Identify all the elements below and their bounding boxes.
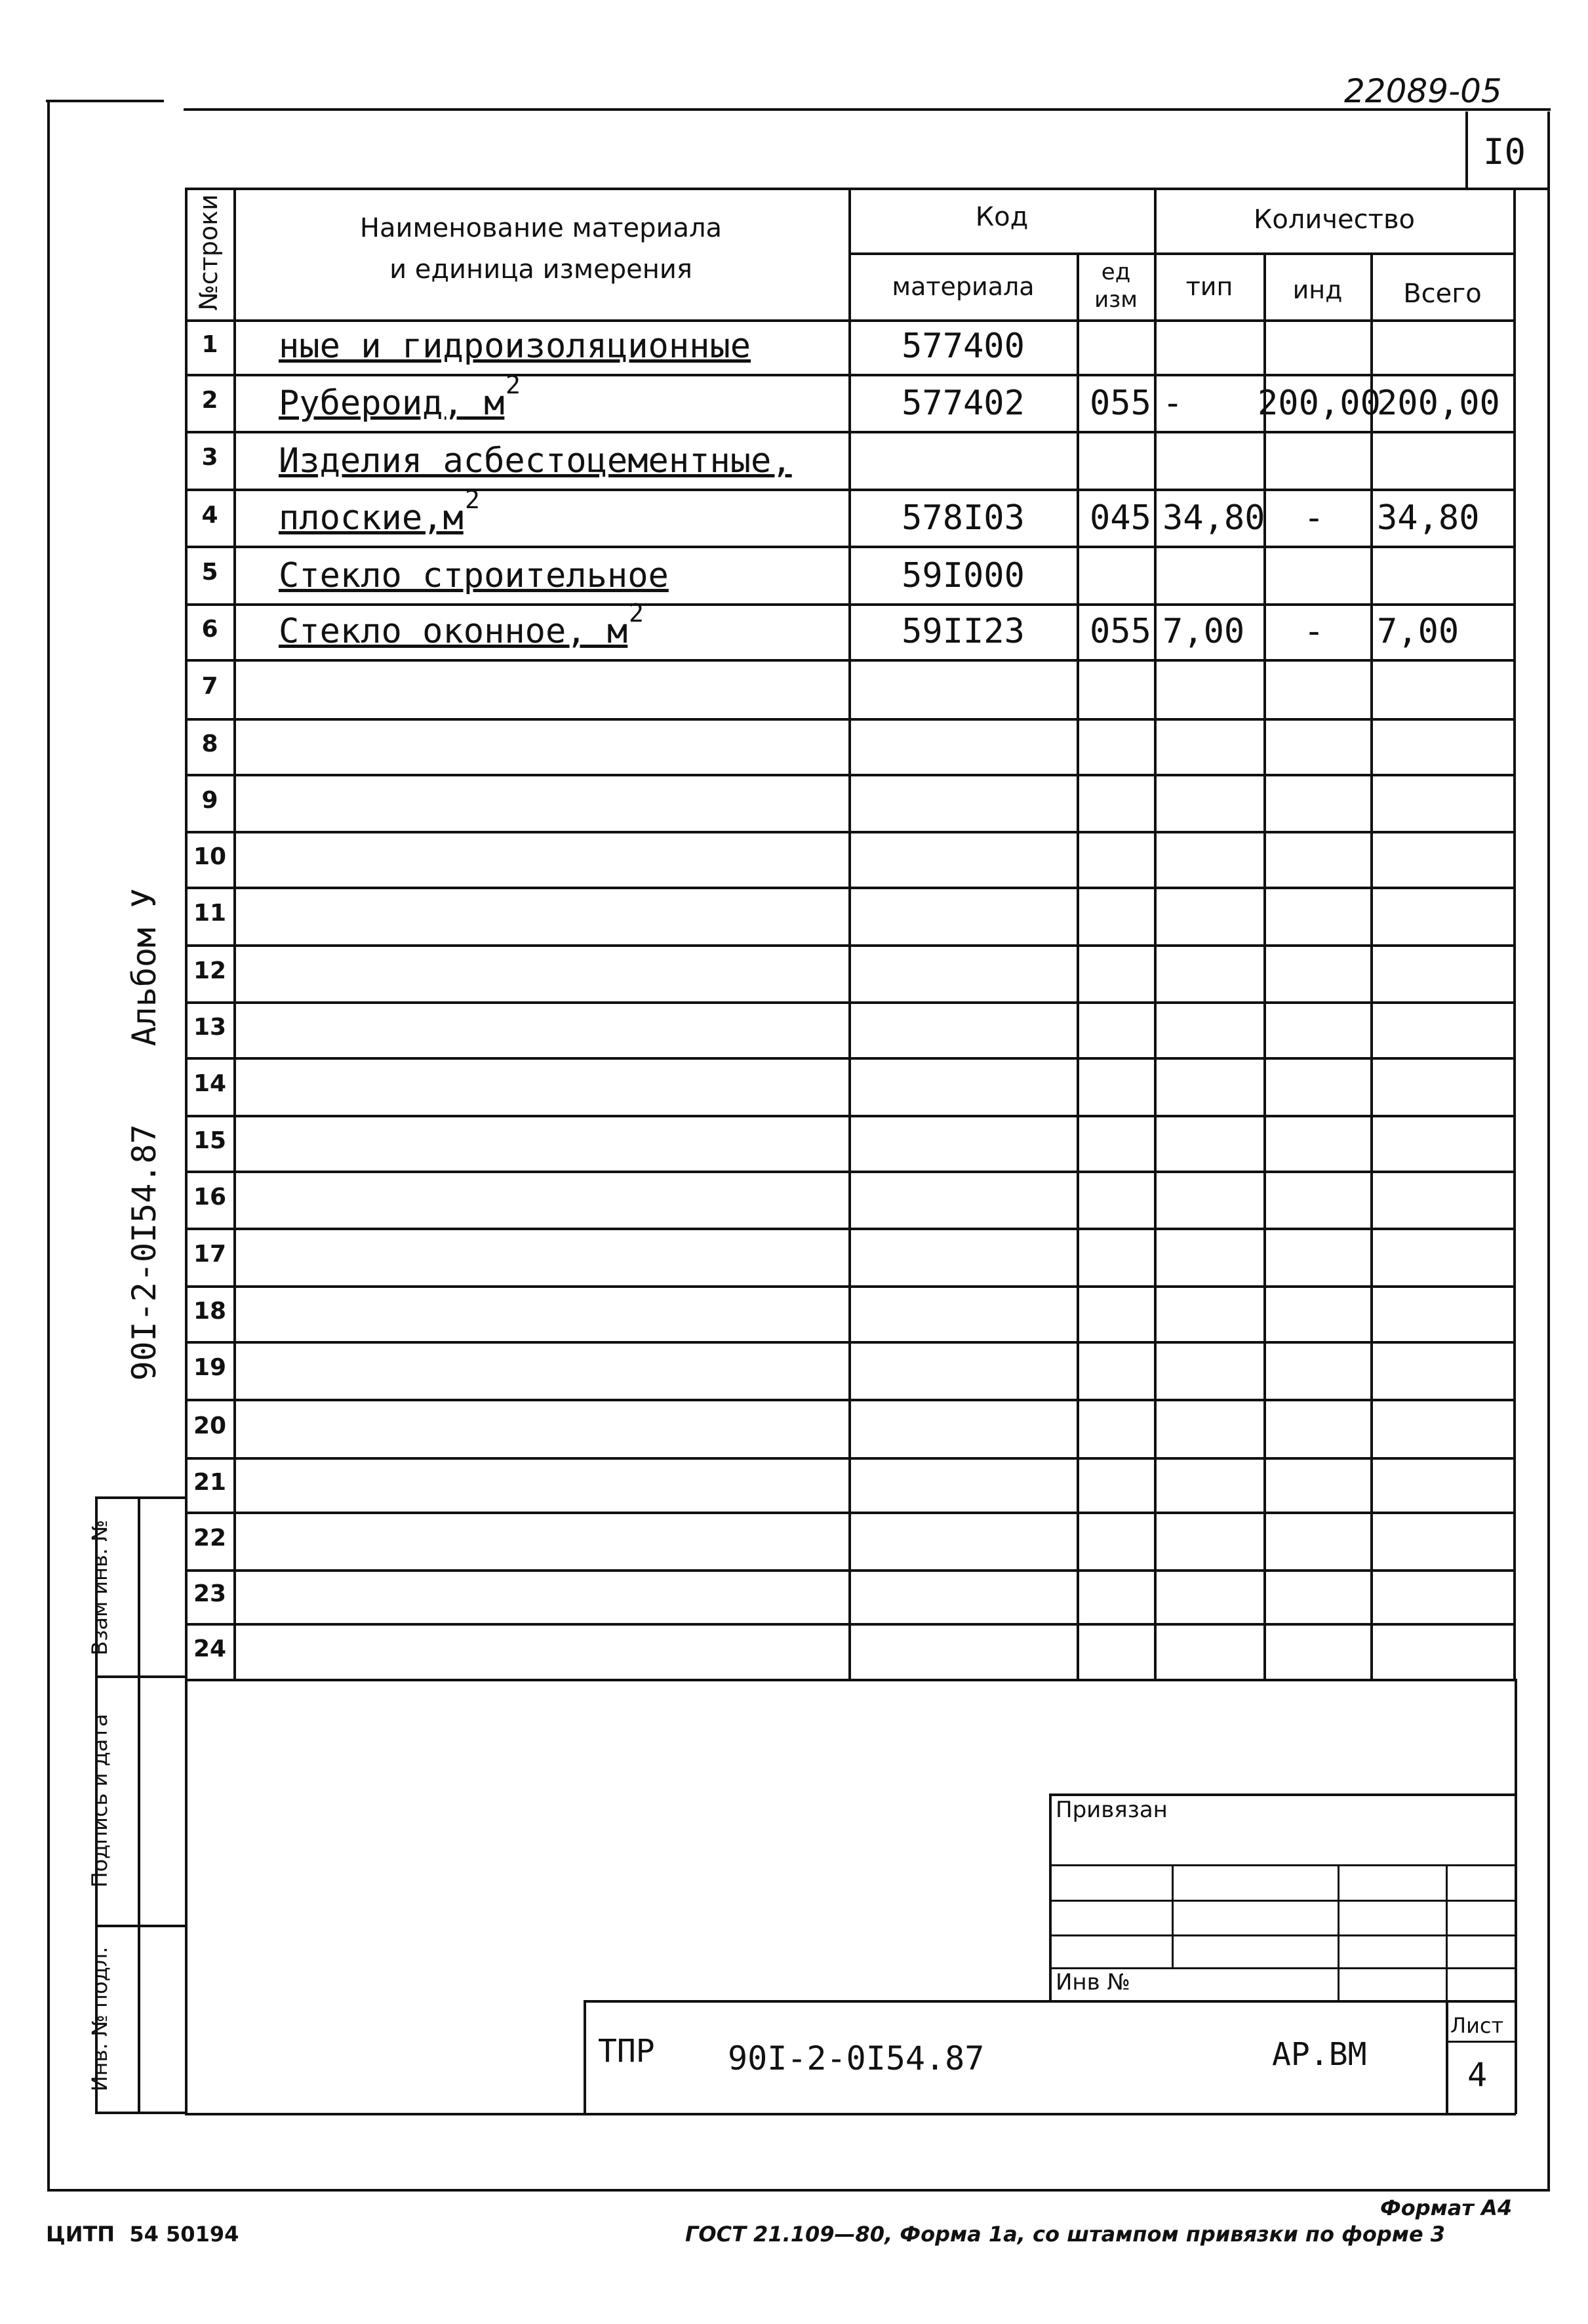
header-code-material: материала — [892, 272, 1035, 301]
row-separator — [185, 887, 1515, 889]
stamp-designation: 90I-2-0I54.87 — [728, 2039, 985, 2077]
album-designation: 90I-2-0I54.87 — [125, 1124, 163, 1381]
stamp-right — [1515, 1679, 1517, 2114]
col-line-unit — [1154, 188, 1157, 1680]
row-qty-ind: - — [1303, 498, 1324, 538]
row-separator — [185, 831, 1515, 833]
table-top — [185, 188, 1549, 190]
corner-box-left — [1465, 111, 1468, 189]
row-number: 21 — [193, 1468, 227, 1496]
row-name: Стекло строительное — [279, 556, 669, 595]
row-separator — [185, 374, 1515, 376]
row-name-superscript: 2 — [506, 371, 521, 399]
row-number: 11 — [193, 900, 227, 927]
header-name-line1: Наименование материала — [359, 213, 723, 243]
stamp-sheet-left — [1446, 2000, 1448, 2114]
footer-left: ЦИТП 54 50194 — [46, 2222, 239, 2247]
row-separator — [185, 774, 1515, 776]
row-number: 22 — [193, 1525, 227, 1552]
row-number: 4 — [201, 501, 218, 529]
row-number: 20 — [193, 1412, 227, 1439]
stamp-sheet-label: Лист — [1450, 2013, 1504, 2038]
row-number: 14 — [193, 1070, 227, 1097]
margin-block-mid — [138, 1496, 140, 2113]
stamp-col-2 — [1338, 1864, 1340, 2000]
row-unit: 055 — [1090, 384, 1151, 423]
row-number: 5 — [201, 559, 218, 586]
header-qty: Количество — [1253, 205, 1415, 235]
row-qty-typ: - — [1162, 384, 1183, 423]
row-separator — [185, 1285, 1515, 1288]
table-header-mid — [848, 252, 1515, 255]
row-number: 13 — [193, 1013, 227, 1041]
row-separator — [185, 489, 1515, 491]
row-number: 19 — [193, 1354, 227, 1381]
row-number: 17 — [193, 1241, 227, 1268]
row-number: 15 — [193, 1127, 227, 1154]
top-reference: 22089-05 — [1344, 72, 1502, 110]
margin-inv-podl: Инв. № подл. — [87, 1946, 112, 2092]
header-qty-ind: инд — [1292, 275, 1343, 304]
row-name: Стекло оконное, м — [279, 612, 628, 651]
margin-block-bottom — [95, 2112, 187, 2114]
row-separator — [185, 603, 1515, 606]
row-separator — [185, 1115, 1515, 1117]
row-number: 7 — [201, 673, 218, 700]
row-number: 1 — [201, 331, 218, 358]
row-separator — [185, 718, 1515, 721]
row-number: 23 — [193, 1580, 227, 1607]
footer-format: Формат А4 — [1380, 2195, 1513, 2220]
row-qty-total: 200,00 — [1377, 384, 1500, 423]
row-number: 12 — [193, 957, 227, 984]
top-border — [184, 108, 1551, 111]
header-code-unit-1: ед — [1101, 259, 1131, 285]
stamp-section: АР.ВМ — [1272, 2036, 1367, 2073]
col-line-typ — [1263, 252, 1266, 1680]
row-qty-total: 34,80 — [1377, 498, 1480, 538]
row-separator — [185, 1341, 1515, 1344]
corner-box-right — [1547, 111, 1550, 189]
top-border-left — [46, 100, 164, 102]
row-number: 16 — [193, 1183, 227, 1211]
header-qty-total: Всего — [1403, 279, 1482, 309]
header-name-line2: и единица измерения — [389, 254, 692, 285]
stamp-sheet-number: 4 — [1467, 2056, 1488, 2094]
header-code-unit-2: изм — [1094, 287, 1138, 313]
row-separator — [185, 1399, 1515, 1401]
frame-left — [47, 100, 50, 2192]
album-label: Альбом У — [125, 888, 163, 1047]
row-name-superscript: 2 — [629, 599, 644, 628]
row-unit: 055 — [1090, 612, 1151, 651]
row-code: 578I03 — [902, 498, 1025, 538]
stamp-main-left — [584, 2000, 586, 2114]
row-number: 9 — [201, 786, 218, 814]
stamp-main-top — [584, 2000, 1516, 2003]
row-name-superscript: 2 — [465, 485, 480, 514]
row-separator — [185, 1457, 1515, 1460]
row-number: 8 — [201, 730, 218, 757]
stamp-privyazan-top — [1049, 1793, 1516, 1796]
row-qty-ind: - — [1303, 612, 1324, 651]
row-name: плоские,м — [279, 498, 464, 538]
row-number: 10 — [193, 843, 227, 870]
margin-block-top — [95, 1496, 187, 1499]
frame-right — [1547, 187, 1550, 2190]
stamp-privyazan: Привязан — [1056, 1797, 1168, 1823]
row-separator — [185, 1001, 1515, 1004]
row-number: 2 — [201, 386, 218, 414]
margin-vzam-inv: Взам инв. № — [87, 1519, 112, 1656]
row-number: 18 — [193, 1297, 227, 1325]
row-qty-total: 7,00 — [1377, 612, 1459, 651]
stamp-col-3 — [1446, 1864, 1448, 2000]
header-qty-typ: тип — [1185, 272, 1233, 301]
row-name: Рубероид, м — [279, 384, 505, 423]
row-separator — [185, 1057, 1515, 1060]
row-qty-ind: 200,00 — [1258, 384, 1381, 423]
col-line-code — [1077, 252, 1079, 1680]
header-row-no: №строки — [194, 194, 223, 311]
row-number: 3 — [201, 444, 218, 471]
header-code: Код — [975, 202, 1029, 232]
row-number: 6 — [201, 615, 218, 643]
row-separator — [185, 546, 1515, 548]
stamp-inv-no: Инв № — [1056, 1969, 1130, 1995]
row-code: 577400 — [902, 327, 1025, 366]
stamp-sheet-mid — [1446, 2041, 1516, 2043]
margin-podpis-data: Подпись и дата — [87, 1713, 112, 1888]
row-separator — [185, 659, 1515, 662]
page-corner-number: I0 — [1483, 131, 1526, 172]
row-separator — [185, 1569, 1515, 1572]
row-separator — [185, 1623, 1515, 1626]
row-qty-typ: 34,80 — [1162, 498, 1265, 538]
row-code: 577402 — [902, 384, 1025, 423]
col-line-rowno — [233, 188, 236, 1680]
stamp-main-bottom — [185, 2113, 1516, 2115]
frame-bottom — [47, 2189, 1550, 2192]
row-separator — [185, 1228, 1515, 1230]
footer-gost: ГОСТ 21.109—80, Форма 1а, со штампом привязки по форме 3 — [685, 2222, 1446, 2247]
row-name: ные и гидроизоляционные — [279, 327, 751, 366]
row-separator — [185, 1171, 1515, 1173]
row-separator — [185, 431, 1515, 433]
stamp-col-1 — [1172, 1864, 1174, 1967]
margin-block-div1 — [95, 1675, 187, 1678]
row-name: Изделия асбестоцементные, — [279, 441, 792, 481]
col-line-ind — [1370, 252, 1373, 1680]
row-code: 59II23 — [902, 612, 1025, 651]
row-separator — [185, 1512, 1515, 1514]
row-code: 59I000 — [902, 556, 1025, 595]
row-number: 24 — [193, 1635, 227, 1662]
margin-inner-line — [138, 1925, 187, 1927]
stamp-tpr: ТПР — [598, 2033, 655, 2070]
row-unit: 045 — [1090, 498, 1151, 538]
row-separator — [185, 944, 1515, 947]
row-qty-typ: 7,00 — [1162, 612, 1245, 651]
